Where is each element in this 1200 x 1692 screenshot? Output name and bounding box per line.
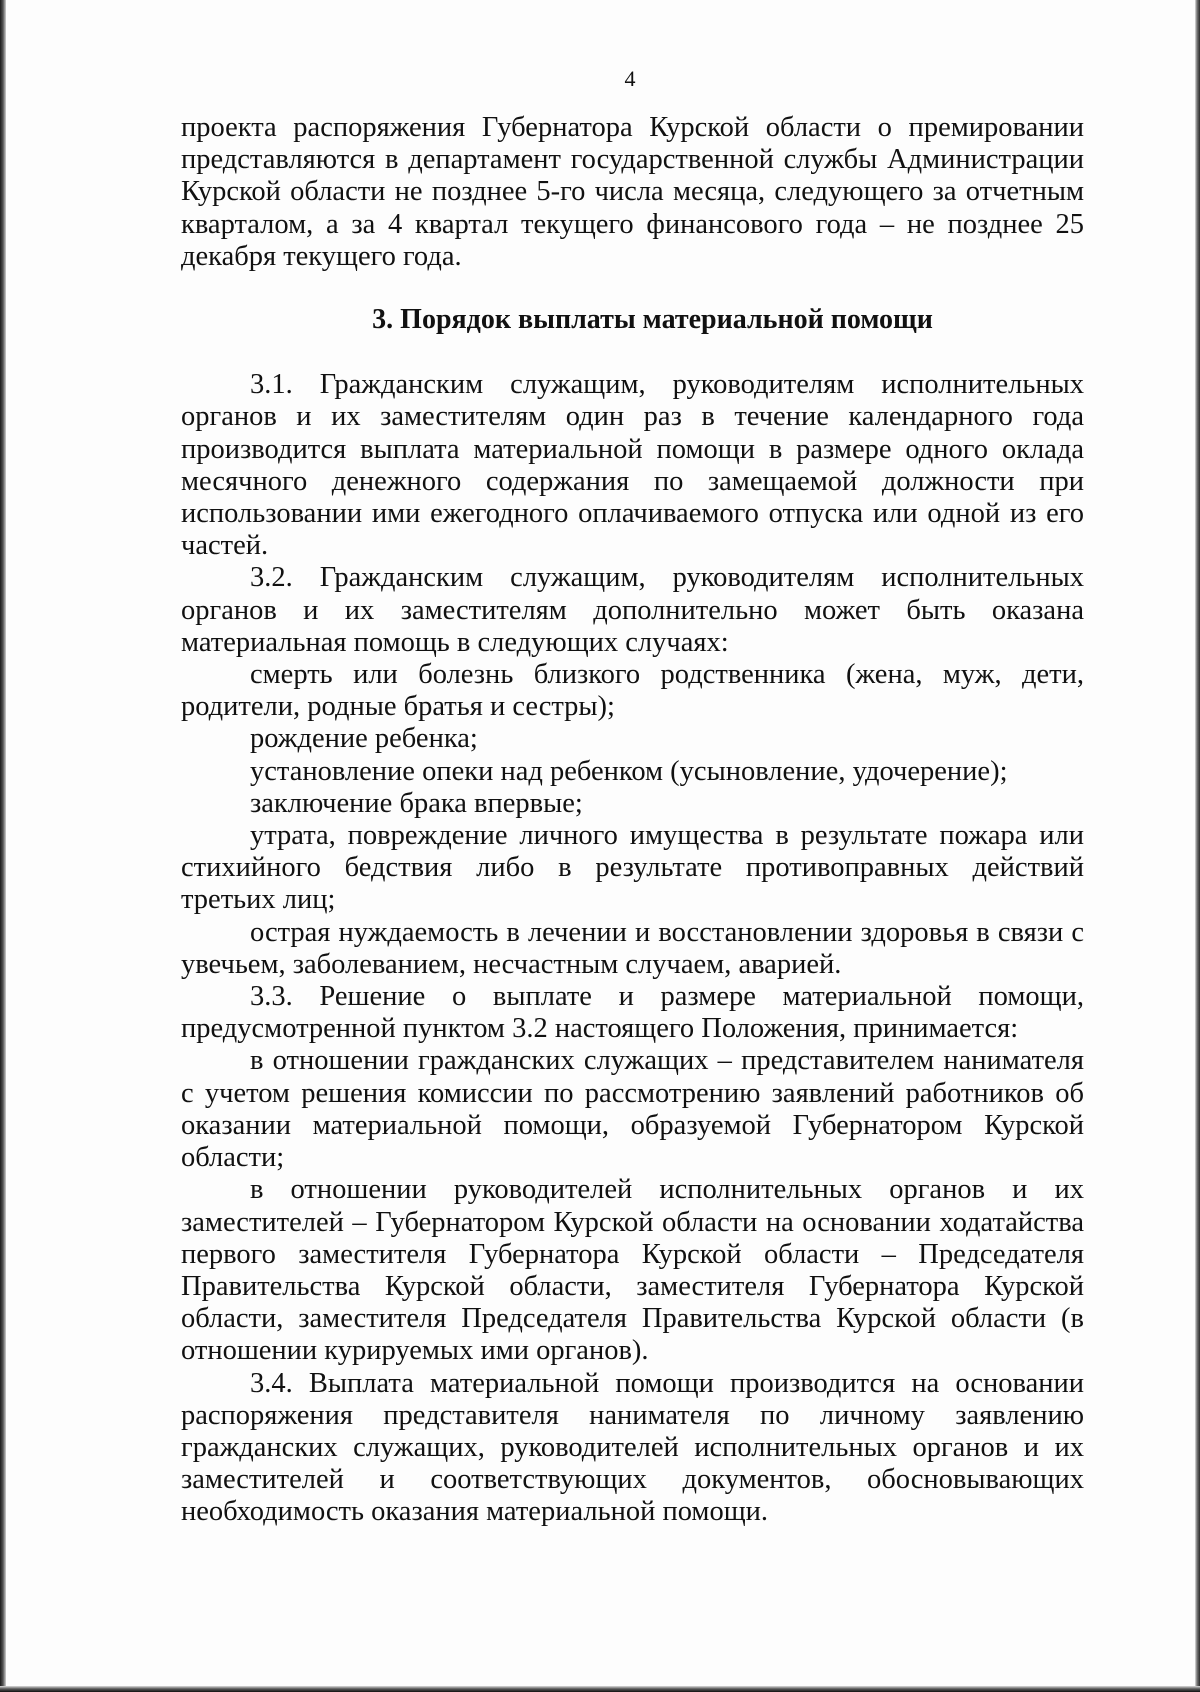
list-item: заключение брака впервые; [250, 787, 583, 819]
paragraph-3-3: 3.3. Решение о выплате и размере материальной помощи, предусмотренной пунктом 3.2 настоящего Положения, принимается: [181, 981, 1084, 1045]
page-number: 4 [624, 66, 636, 91]
paragraph-3-4: 3.4. Выплата материальной помощи производится на основании распоряжения представителя нанимателя по личному заявлению гражданских служащих, руководителей исполнительных органов и их заместителей и соответствующих документов, обосновывающих необходимость оказания материальной помощи. [181, 1367, 1084, 1528]
list-item: рождение ребенка; [250, 723, 478, 755]
document-body [181, 112, 1084, 1529]
list-item: острая нуждаемость в лечении и восстановлении здоровья в связи с увечьем, заболеванием, несчастным случаем, аварией. [181, 916, 1084, 980]
list-item: смерть или болезнь близкого родственника (жена, муж, дети, родители, родные братья и сестры); [181, 659, 1084, 723]
list-item: в отношении руководителей исполнительных органов и их заместителей – Губернатором Курской области на основании ходатайства первого заместителя Губернатора Курской области – Председателя Правительства Курской области, заместителя Губернатора Курской области, заместителя Председателя Правительства Курской области (в отношении курируемых ими органов). [181, 1174, 1084, 1367]
scan-edge-right [1195, 0, 1200, 1692]
list-item: в отношении гражданских служащих – представителем нанимателя с учетом решения комиссии по рассмотрению заявлений работников об оказании материальной помощи, образуемой Губернатором Курской области; [181, 1045, 1084, 1174]
scan-edge-bottom [0, 1686, 1200, 1692]
list-item: установление опеки над ребенком (усыновление, удочерение); [250, 755, 1008, 787]
section-title: 3. Порядок выплаты материальной помощи [372, 304, 933, 336]
intro-paragraph: проекта распоряжения Губернатора Курской области о премировании представляются в департамент государственной службы Администрации Курской области не позднее 5-го числа месяца, следующего за отчетным кварталом, а за 4 квартал текущего финансового года – не позднее 25 декабря текущего года. [181, 112, 1084, 272]
scan-edge-left [0, 0, 6, 1692]
list-item: утрата, повреждение личного имущества в результате пожара или стихийного бедствия либо в результате противоправных действий третьих лиц; [181, 820, 1084, 916]
paragraph-3-1: 3.1. Гражданским служащим, руководителям исполнительных органов и их заместителям один раз в течение календарного года производится выплата материальной помощи в размере одного оклада месячного денежного содержания по замещаемой должности при использовании ими ежегодного оплачиваемого отпуска или одной из его частей. [181, 369, 1084, 562]
paragraph-3-2: 3.2. Гражданским служащим, руководителям исполнительных органов и их заместителям дополнительно может быть оказана материальная помощь в следующих случаях: [181, 562, 1084, 658]
